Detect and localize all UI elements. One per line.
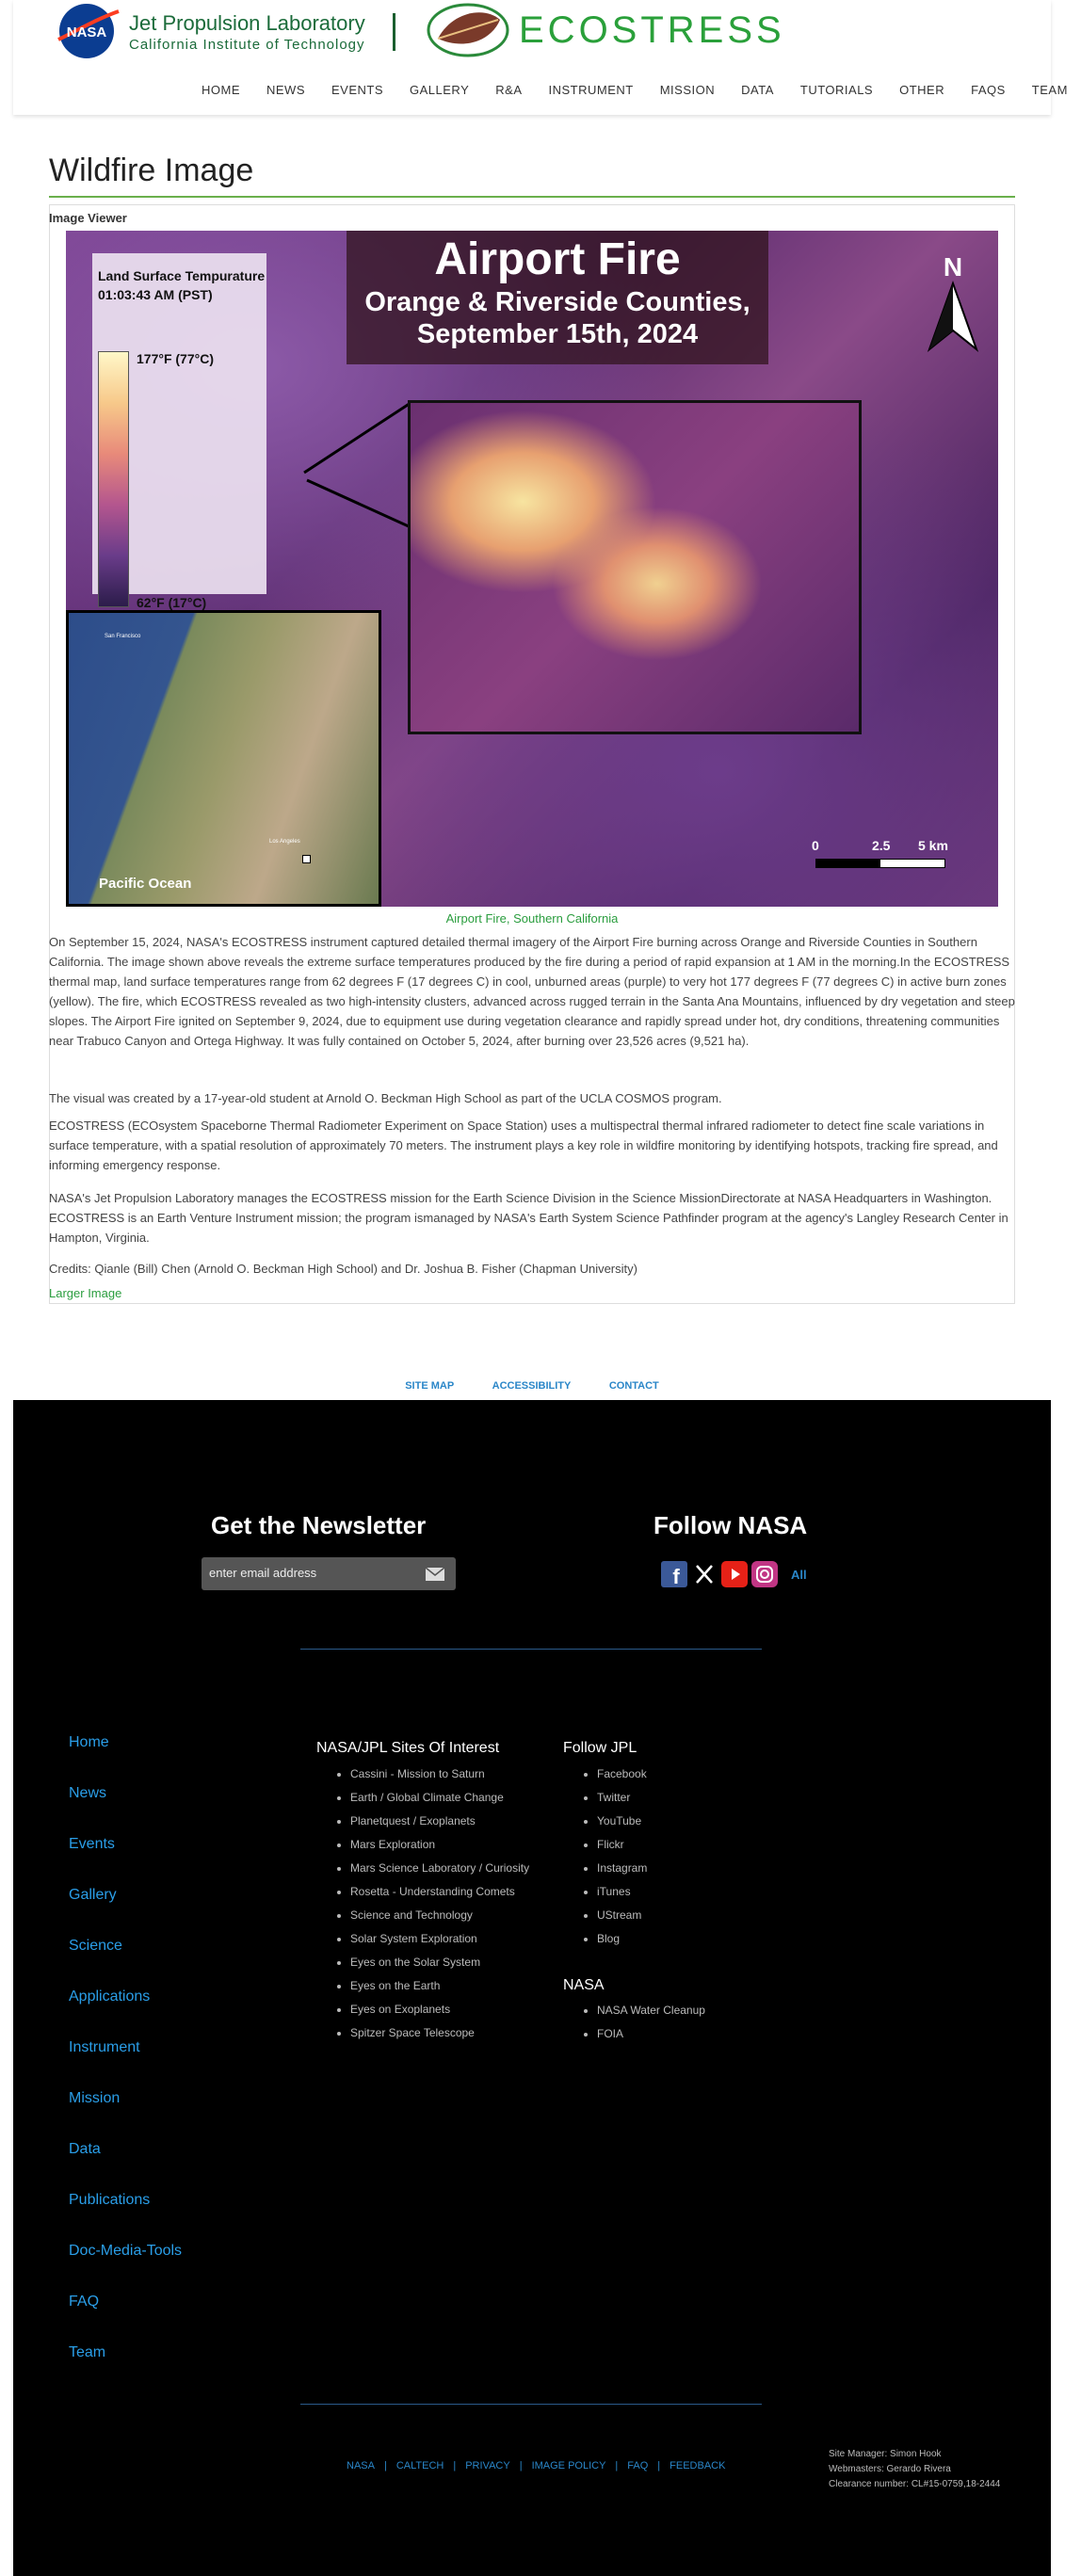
list-item[interactable]: • Spitzer Space Telescope <box>350 2021 539 2045</box>
description-paragraph-3: ECOSTRESS (ECOsystem Spaceborne Thermal Radiometer Experiment on Space Station) uses a multispectral thermal infrared radiometer to detect fine scale variations in surface temperature, with a spatial resolution of approximately 70 meters. The instrument plays a key role in wildfire monitoring by identifying hotspots, tracking fire spread, and informing emergency response. <box>49 1119 998 1172</box>
image-title-box <box>347 231 768 364</box>
image-caption: Airport Fire, Southern California <box>445 911 619 926</box>
sites-of-interest-list <box>350 1763 539 2045</box>
footer-nav-events[interactable]: Events <box>69 1836 115 1852</box>
list-item[interactable]: • iTunes <box>597 1880 748 1904</box>
list-item[interactable]: • Cassini - Mission to Saturn <box>350 1763 539 1786</box>
scale-label-mid: 2.5 <box>872 838 891 853</box>
legend-max: 177°F (77°C) <box>137 351 215 366</box>
north-arrow-icon <box>925 248 981 353</box>
nav-mission[interactable]: MISSION <box>659 83 716 97</box>
list-item[interactable]: • Earth / Global Climate Change <box>350 1786 539 1810</box>
footer-nav-gallery[interactable]: Gallery <box>69 1887 117 1903</box>
list-item[interactable]: • Facebook <box>597 1763 748 1786</box>
site-footer <box>13 1400 1051 2576</box>
nasa-logo-text: NASA <box>66 24 107 40</box>
scale-bar <box>812 838 953 872</box>
email-placeholder: enter email address <box>209 1566 317 1580</box>
sites-of-interest-title: NASA/JPL Sites Of Interest <box>316 1740 500 1756</box>
page-title: Wildfire Image <box>49 153 254 188</box>
list-item[interactable]: • YouTube <box>597 1810 748 1833</box>
california-inset-map <box>66 610 381 907</box>
footer-nav-doc-media-tools[interactable]: Doc-Media-Tools <box>69 2243 183 2259</box>
mail-submit-icon[interactable] <box>426 1568 444 1581</box>
nasa-links-list <box>597 1999 748 2046</box>
nav-other[interactable]: OTHER <box>899 83 945 97</box>
footer-nav-data[interactable]: Data <box>69 2141 101 2157</box>
larger-image-link[interactable]: Larger Image <box>49 1286 122 1300</box>
nasa-links-title: NASA <box>563 1977 605 1993</box>
list-item[interactable]: • Eyes on the Earth <box>350 1974 539 1998</box>
footer-nav-news[interactable]: News <box>69 1785 107 1801</box>
bottom-link-nasa[interactable]: NASA <box>347 2460 375 2471</box>
description-paragraph-2: The visual was created by a 17-year-old student at Arnold O. Beckman High School as part of the UCLA COSMOS program. <box>49 1091 722 1105</box>
inset-label-la: Los Angeles <box>269 839 300 845</box>
footer-nav-instrument[interactable]: Instrument <box>69 2039 140 2055</box>
bottom-link-caltech[interactable]: CALTECH <box>395 2460 444 2471</box>
footer-nav-home[interactable]: Home <box>69 1734 109 1750</box>
footer-rule-bottom <box>300 2404 762 2405</box>
bottom-link-privacy[interactable]: PRIVACY <box>465 2460 510 2471</box>
social-icons <box>661 1561 807 1587</box>
list-item[interactable]: • Instagram <box>597 1857 748 1880</box>
footer-bottom-links: NASA | CALTECH | PRIVACY | IMAGE POLICY | FAQ | FEEDBACK <box>347 2460 726 2471</box>
accessibility-link[interactable]: ACCESSIBILITY <box>492 1380 572 1392</box>
list-item[interactable]: • Mars Science Laboratory / Curiosity <box>350 1857 539 1880</box>
legend-time: 01:03:43 AM (PST) <box>98 287 213 302</box>
list-item[interactable]: • Eyes on the Solar System <box>350 1951 539 1974</box>
nav-gallery[interactable]: GALLERY <box>410 83 470 97</box>
jpl-subtitle[interactable]: California Institute of Technology <box>129 37 365 53</box>
north-label: N <box>943 252 963 282</box>
follow-all-link[interactable]: All <box>791 1567 807 1582</box>
legend-title: Land Surface Tempurature <box>98 268 266 283</box>
site-header <box>13 0 1068 115</box>
footer-nav-science[interactable]: Science <box>69 1938 122 1954</box>
wildfire-image[interactable] <box>66 231 998 907</box>
title-rule <box>49 196 1015 198</box>
list-item[interactable]: • Mars Exploration <box>350 1833 539 1857</box>
description-paragraph-1: On September 15, 2024, NASA's ECOSTRESS instrument captured detailed thermal imagery of the Airport Fire burning across Orange and Riverside Counties in Southern California. The image shown above reveals the extreme surface temperatures produced by the fire during a period of rapid expansion at 1 AM in the morning.In the ECOSTRESS thermal map, land surface temperatures range from 62 degrees F (17 degrees C) in cool, unburned areas (purple) to very hot 177 degrees F (77 degrees C) in active burn zones (yellow). The fire, which ECOSTRESS revealed as two high-intensity clusters, advanced across rugged terrain in the Santa Ana Mountains, influenced by dry vegetation and steep slopes. The Airport Fire ignited on September 9, 2024, due to equipment use during vegetation clearance and rapidly spread under hot, dry conditions, threatening communities near Trabuco Canyon and Ortega Highway. It was fully contained on October 5, 2024, after burning over 23,526 acres (9,521 ha). <box>49 935 1015 1048</box>
utility-links <box>0 1377 1064 1393</box>
nav-data[interactable]: DATA <box>741 83 774 97</box>
bottom-link-feedback[interactable]: FEEDBACK <box>670 2460 726 2471</box>
image-title: Airport Fire <box>434 234 681 284</box>
header-divider <box>393 13 395 51</box>
nasa-logo-icon[interactable] <box>55 2 121 60</box>
footer-nav-team[interactable]: Team <box>69 2344 106 2360</box>
nav-news[interactable]: NEWS <box>266 83 305 97</box>
inset-label-ocean: Pacific Ocean <box>99 876 192 892</box>
footer-credits <box>829 2447 1000 2492</box>
description-paragraph-4: NASA's Jet Propulsion Laboratory manages the ECOSTRESS mission for the Earth Science Division in the Science MissionDirectorate at NASA Headquarters in Washington. ECOSTRESS is an Earth Venture Instrument mission; the program ismanaged by NASA's Earth System Science Pathfinder program at the agency's Langley Research Center in Hampton, Virginia. <box>49 1191 1008 1245</box>
footer-nav-publications[interactable]: Publications <box>69 2192 151 2208</box>
nav-r-and-a[interactable]: R&A <box>495 83 523 97</box>
site-map-link[interactable]: SITE MAP <box>405 1380 455 1392</box>
footer-nav-applications[interactable]: Applications <box>69 1988 151 2004</box>
instagram-icon[interactable] <box>751 1561 778 1587</box>
footer-nav <box>69 1734 182 2395</box>
inset-location-marker <box>302 855 311 863</box>
follow-nasa-title: Follow NASA <box>653 1511 808 1539</box>
list-item[interactable]: • Blog <box>597 1927 748 1951</box>
inset-label-sf: San Francisco <box>105 634 141 639</box>
image-subtitle-date: September 15th, 2024 <box>416 319 699 349</box>
list-item[interactable]: • Science and Technology <box>350 1904 539 1927</box>
scale-label-max: 5 km <box>918 838 948 853</box>
jpl-title[interactable]: Jet Propulsion Laboratory <box>129 11 365 35</box>
email-input[interactable] <box>202 1557 456 1590</box>
footer-rule-top <box>300 1649 762 1650</box>
bottom-link-image-policy[interactable]: IMAGE POLICY <box>531 2460 606 2471</box>
newsletter-title: Get the Newsletter <box>211 1511 427 1539</box>
scale-bar-graphic <box>815 859 945 868</box>
list-item[interactable]: • Planetquest / Exoplanets <box>350 1810 539 1833</box>
list-item[interactable]: • Solar System Exploration <box>350 1927 539 1951</box>
nav-events[interactable]: EVENTS <box>331 83 384 97</box>
credits-paragraph: Credits: Qianle (Bill) Chen (Arnold O. Beckman High School) and Dr. Joshua B. Fisher (Chapman University) <box>49 1262 637 1276</box>
nav-instrument[interactable]: INSTRUMENT <box>548 83 634 97</box>
contact-link[interactable]: CONTACT <box>608 1380 659 1392</box>
legend-min: 62°F (17°C) <box>137 595 207 610</box>
legend-color-bar <box>98 351 129 607</box>
nav-home[interactable]: HOME <box>202 83 240 97</box>
ecostress-title[interactable]: ECOSTRESS <box>519 9 785 51</box>
footer-nav-mission[interactable]: Mission <box>69 2090 121 2106</box>
site-manager: Site Manager: Simon Hook <box>829 2449 942 2459</box>
list-item[interactable]: • NASA Water Cleanup <box>597 1999 748 2022</box>
image-viewer-label: Image Viewer <box>49 211 127 225</box>
list-item[interactable]: • Flickr <box>597 1833 748 1857</box>
ecostress-leaf-icon[interactable] <box>425 1 511 59</box>
image-subtitle-location: Orange & Riverside Counties, <box>364 287 750 317</box>
webmasters: Webmasters: Gerardo Rivera <box>829 2464 951 2474</box>
nav-team[interactable]: TEAM <box>1031 83 1068 97</box>
nav-tutorials[interactable]: TUTORIALS <box>799 83 874 97</box>
list-item[interactable]: • Rosetta - Understanding Comets <box>350 1880 539 1904</box>
svg-text:f: f <box>672 1565 680 1588</box>
scale-label-0: 0 <box>812 838 819 853</box>
fire-zoom-detail <box>408 400 862 734</box>
nav-faqs[interactable]: FAQS <box>971 83 1006 97</box>
clearance-number: Clearance number: CL#15-0759,18-2444 <box>829 2479 1001 2489</box>
temperature-legend <box>92 253 266 610</box>
list-item[interactable]: • UStream <box>597 1904 748 1927</box>
follow-jpl-list <box>597 1763 748 1951</box>
list-item[interactable]: • Twitter <box>597 1786 748 1810</box>
facebook-icon[interactable] <box>661 1561 687 1587</box>
follow-jpl-title: Follow JPL <box>563 1740 637 1756</box>
youtube-icon[interactable] <box>721 1561 748 1587</box>
main-nav <box>188 83 1081 102</box>
list-item[interactable]: • Eyes on Exoplanets <box>350 1998 539 2021</box>
x-twitter-icon[interactable] <box>691 1561 718 1587</box>
bottom-link-faq[interactable]: FAQ <box>627 2460 649 2471</box>
footer-nav-faq[interactable]: FAQ <box>69 2294 100 2310</box>
list-item[interactable]: • FOIA <box>597 2022 748 2046</box>
